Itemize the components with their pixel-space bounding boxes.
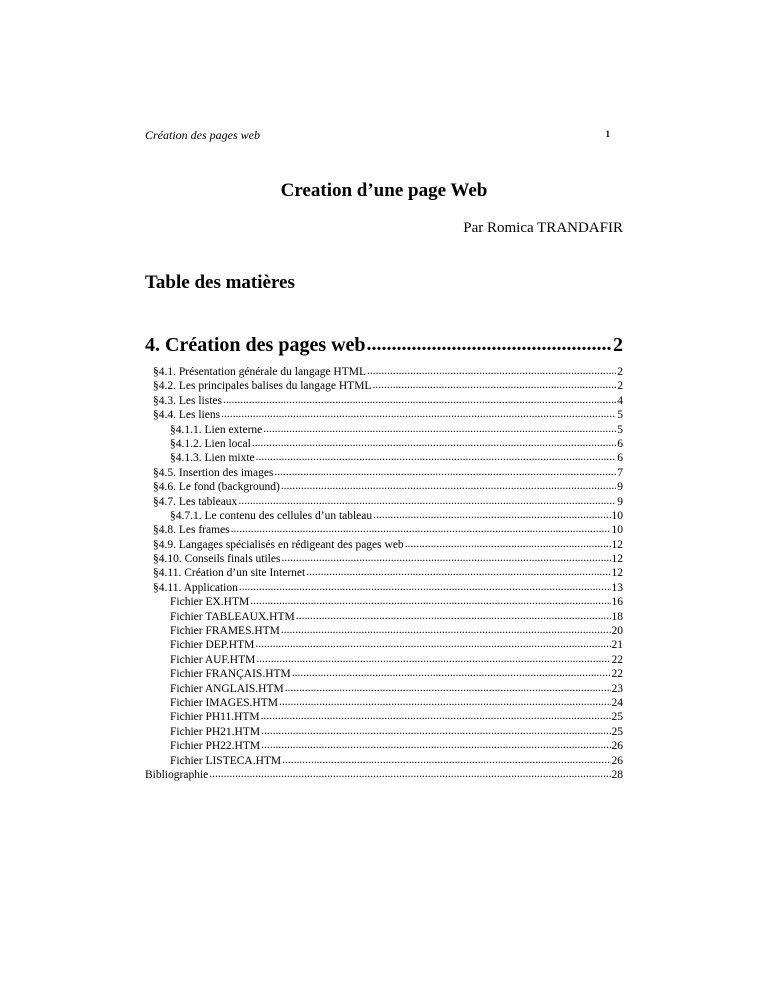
toc-entry-page: 25 [611,711,623,724]
toc-dot-leader [231,522,611,536]
toc-dot-leader [261,738,610,752]
toc-entry-page: 20 [611,625,623,638]
running-header-title: Création des pages web [145,128,260,142]
toc-entry-page: 13 [611,581,623,594]
toc-entry-label: Fichier ANGLAIS.HTM [170,682,284,695]
toc-entry-page: 12 [611,538,623,551]
toc-dot-leader [252,436,616,450]
toc-entry[interactable] [145,710,623,724]
toc-entry[interactable] [145,379,623,393]
toc-entry[interactable] [145,624,623,638]
toc-entry[interactable] [145,682,623,696]
toc-entry-page: 9 [617,481,623,494]
toc-dot-leader [282,753,610,767]
toc-entry[interactable] [145,581,623,595]
toc-entry-label: §4.6. Le fond (background) [153,481,280,494]
toc-entry[interactable] [145,365,623,379]
toc-dot-leader [274,465,616,479]
toc-dot-leader [256,652,610,666]
toc-dot-leader [281,551,610,565]
table-of-contents [145,334,623,782]
toc-entry-label: Bibliographie [145,768,209,781]
toc-entry[interactable] [145,610,623,624]
toc-entry-page: 7 [617,466,623,479]
toc-entry-page: 22 [611,653,623,666]
toc-entry-page: 21 [611,639,623,652]
toc-entry-page: 9 [617,495,623,508]
toc-dot-leader [285,681,611,695]
toc-entry-page: 2 [617,366,623,378]
toc-entry-page: 6 [617,452,623,465]
toc-entry-label: §4.11. Application [153,581,238,594]
toc-entry[interactable] [145,480,623,494]
toc-dot-leader [221,407,616,421]
toc-entry-label: §4.1.3. Lien mixte [170,452,255,465]
toc-entry-page: 18 [611,610,623,623]
toc-entry-label: Fichier FRANÇAIS.HTM [170,668,291,681]
toc-entry-page: 28 [611,768,623,781]
toc-entry-label: §4.1. Présentation générale du langage HTML [153,366,367,378]
toc-entry[interactable] [145,739,623,753]
toc-entry[interactable] [145,437,623,451]
toc-entry-list [145,365,623,782]
toc-dot-leader [223,393,616,407]
toc-dot-leader [209,767,610,781]
toc-entry[interactable] [145,509,623,523]
toc-dot-leader [279,695,611,709]
toc-entry[interactable] [145,495,623,509]
toc-dot-leader [292,666,611,680]
toc-dot-leader [372,378,616,392]
toc-entry[interactable] [145,408,623,422]
toc-entry-label: Fichier FRAMES.HTM [170,625,280,638]
toc-dot-leader [261,724,610,738]
toc-entry-page: 26 [611,754,623,767]
toc-entry-page: 25 [611,725,623,738]
toc-entry-label: Fichier EX.HTM [170,596,250,609]
toc-entry-label: Fichier LISTECA.HTM [170,754,282,767]
toc-entry[interactable] [145,653,623,667]
toc-entry-page: 12 [611,567,623,580]
toc-entry[interactable] [145,423,623,437]
toc-dot-leader [306,565,610,579]
toc-entry-page: 22 [611,668,623,681]
toc-entry-page: 4 [617,394,623,407]
page-header [145,128,610,144]
toc-entry[interactable] [145,466,623,480]
toc-dot-leader [261,709,611,723]
toc-entry[interactable] [145,725,623,739]
toc-entry[interactable] [145,595,623,609]
toc-entry[interactable] [145,667,623,681]
toc-heading: Table des matières [145,272,295,293]
toc-dot-leader [281,479,616,493]
toc-dot-leader [296,609,611,623]
toc-chapter-label: 4. Création des pages web [145,334,366,356]
toc-entry[interactable] [145,538,623,552]
toc-entry-label: Fichier TABLEAUX.HTM [170,610,295,623]
document-author: Par Romica TRANDAFIR [463,220,623,236]
toc-entry-label: §4.7.1. Le contenu des cellules d’un tableau [170,509,373,522]
toc-entry[interactable] [145,768,623,782]
toc-entry[interactable] [145,566,623,580]
toc-entry-label: §4.9. Langages spécialisés en rédigeant des pages web [153,538,404,551]
toc-entry-label: §4.5. Insertion des images [153,466,274,479]
toc-dot-leader [255,637,610,651]
toc-entry-page: 2 [617,380,623,393]
toc-dot-leader [367,333,612,356]
toc-dot-leader [250,594,610,608]
toc-entry-page: 24 [611,696,623,709]
toc-entry-label: Fichier IMAGES.HTM [170,696,278,709]
toc-dot-leader [239,580,611,594]
toc-entry-label: §4.4. Les liens [153,409,221,422]
toc-entry-label: Fichier PH21.HTM [170,725,261,738]
toc-entry-label: §4.8. Les frames [153,524,230,537]
page-number: 1 [605,129,610,139]
toc-entry-page: 16 [611,596,623,609]
toc-entry[interactable] [145,696,623,710]
toc-chapter-link[interactable] [145,334,623,364]
toc-entry-page: 26 [611,740,623,753]
toc-entry-label: §4.7. Les tableaux [153,495,238,508]
toc-dot-leader [367,364,616,378]
toc-entry-page: 23 [611,682,623,695]
toc-dot-leader [281,623,611,637]
toc-entry-label: Fichier AUF.HTM [170,653,256,666]
toc-entry[interactable] [145,523,623,537]
toc-entry-page: 10 [611,524,623,537]
toc-entry[interactable] [145,451,623,465]
toc-entry-label: §4.10. Conseils finals utiles [153,553,281,566]
toc-entry-label: Fichier PH11.HTM [170,711,260,724]
toc-entry-label: §4.11. Création d’un site Internet [153,567,306,580]
toc-entry-page: 6 [617,437,623,450]
toc-entry-label: §4.1.1. Lien externe [170,423,263,436]
toc-entry-page: 10 [611,509,623,522]
toc-entry[interactable] [145,552,623,566]
toc-entry[interactable] [145,394,623,408]
document-title: Creation d’une page Web [280,180,488,201]
toc-entry[interactable] [145,754,623,768]
toc-entry-page: 5 [617,423,623,436]
toc-dot-leader [238,494,616,508]
toc-dot-leader [373,508,610,522]
toc-entry-label: §4.1.2. Lien local [170,437,251,450]
toc-chapter-page: 2 [613,334,623,356]
toc-dot-leader [405,537,611,551]
toc-entry-page: 5 [617,409,623,422]
toc-entry-label: §4.2. Les principales balises du langage HTML [153,380,372,393]
toc-entry-label: Fichier DEP.HTM [170,639,255,652]
toc-entry-page: 12 [611,553,623,566]
toc-entry-label: Fichier PH22.HTM [170,740,261,753]
toc-entry-label: §4.3. Les listes [153,394,222,407]
toc-dot-leader [263,422,616,436]
toc-dot-leader [256,450,617,464]
toc-entry[interactable] [145,638,623,652]
